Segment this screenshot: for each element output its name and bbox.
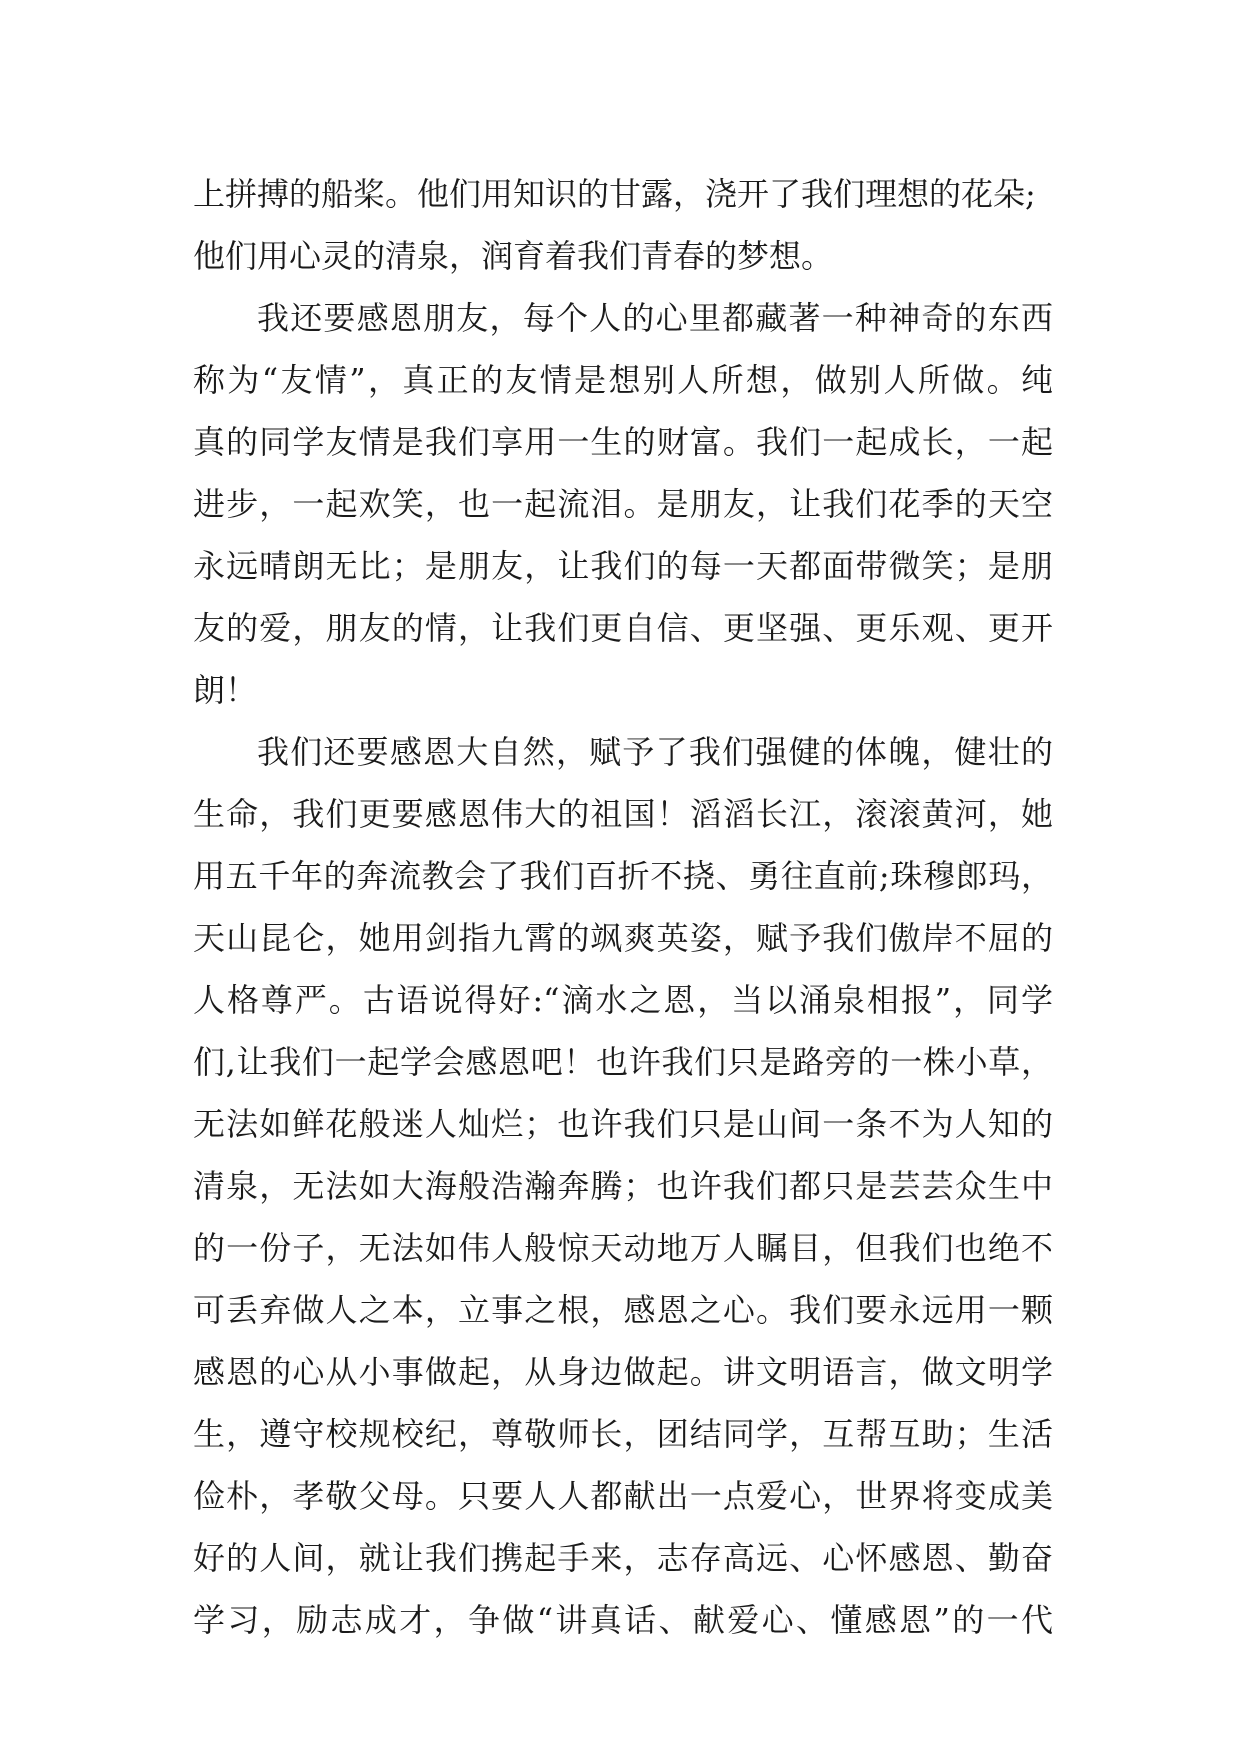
text-line: 用五千年的奔流教会了我们百折不挠、勇往直前;珠穆郎玛， [193,857,1053,895]
text-line: 们,让我们一起学会感恩吧！也许我们只是路旁的一株小草， [193,1043,1053,1081]
text-line: 人格尊严。古语说得好:“滴水之恩，当以涌泉相报”，同学 [193,981,1053,1019]
text-line: 上拼搏的船桨。他们用知识的甘露，浇开了我们理想的花朵; [193,175,1036,213]
text-line: 天山昆仑，她用剑指九霄的飒爽英姿，赋予我们傲岸不屈的 [193,919,1053,957]
text-line: 永远晴朗无比；是朋友，让我们的每一天都面带微笑；是朋 [193,547,1053,585]
text-line: 称为“友情”，真正的友情是想别人所想，做别人所做。纯 [193,361,1053,399]
text-line: 他们用心灵的清泉，润育着我们青春的梦想。 [193,237,834,275]
body-text [193,163,1053,1651]
paragraph-first-line: 我还要感恩朋友，每个人的心里都藏著一种神奇的东西 [257,299,1053,337]
paragraph-first-line: 我们还要感恩大自然，赋予了我们强健的体魄，健壮的 [257,733,1053,771]
text-line: 真的同学友情是我们享用一生的财富。我们一起成长，一起 [193,423,1053,461]
text-line: 无法如鲜花般迷人灿烂；也许我们只是山间一条不为人知的 [193,1105,1053,1143]
text-line: 可丢弃做人之本，立事之根，感恩之心。我们要永远用一颗 [193,1291,1053,1329]
text-line: 的一份子，无法如伟人般惊天动地万人瞩目，但我们也绝不 [193,1229,1053,1267]
text-line: 感恩的心从小事做起，从身边做起。讲文明语言，做文明学 [193,1353,1053,1391]
text-line: 俭朴，孝敬父母。只要人人都献出一点爱心，世界将变成美 [193,1477,1053,1515]
text-line: 生，遵守校规校纪，尊敬师长，团结同学，互帮互助；生活 [193,1415,1053,1453]
text-line: 清泉，无法如大海般浩瀚奔腾；也许我们都只是芸芸众生中 [193,1167,1053,1205]
text-line: 进步，一起欢笑，也一起流泪。是朋友，让我们花季的天空 [193,485,1053,523]
text-line: 生命，我们更要感恩伟大的祖国！滔滔长江，滚滚黄河，她 [193,795,1053,833]
text-line: 友的爱，朋友的情，让我们更自信、更坚强、更乐观、更开 [193,609,1053,647]
text-line: 学习，励志成才，争做“讲真话、献爱心、懂感恩”的一代 [193,1601,1053,1639]
text-line: 好的人间，就让我们携起手来，志存高远、心怀感恩、勤奋 [193,1539,1053,1577]
text-line: 朗！ [193,671,258,709]
